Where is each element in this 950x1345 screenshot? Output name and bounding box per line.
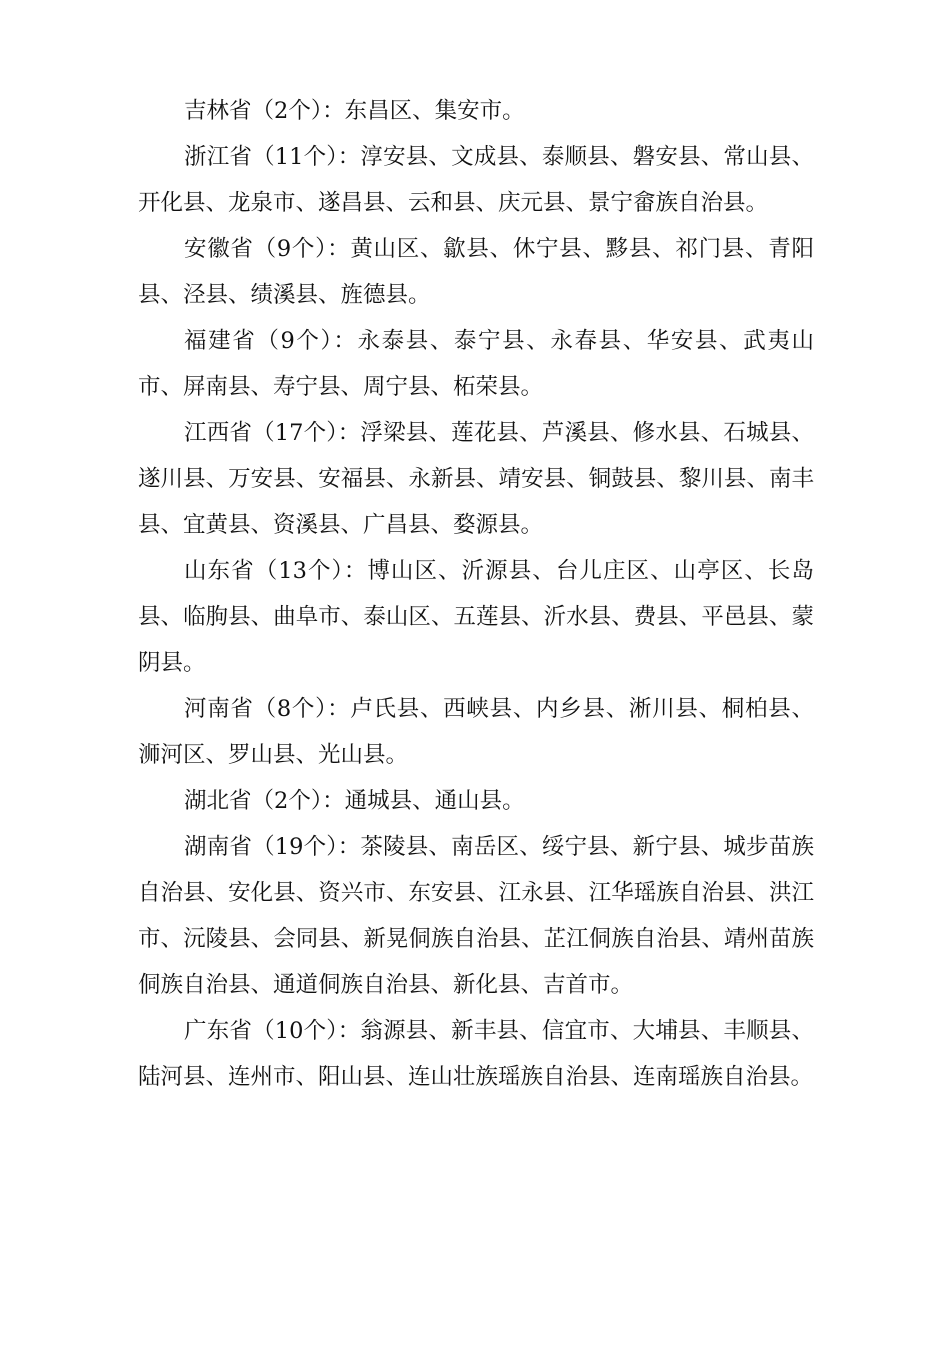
county-list: 浮梁县、莲花县、芦溪县、修水县、石城县、遂川县、万安县、安福县、永新县、靖安县、铜鼓县、黎川县、南丰县、宜黄县、资溪县、广昌县、婺源县。: [138, 420, 814, 538]
province-count: （19个）: [252, 834, 338, 860]
paragraph-guangdong: [138, 1008, 814, 1100]
paragraph-jiangxi: [138, 410, 814, 548]
province-count: （17个）: [252, 420, 338, 446]
province-count: （9个）: [256, 328, 334, 354]
province-count: （13个）: [254, 558, 344, 584]
separator: ：: [333, 328, 358, 354]
paragraph-anhui: [138, 226, 814, 318]
county-list: 黄山区、歙县、休宁县、黟县、祁门县、青阳县、泾县、绩溪县、旌德县。: [138, 236, 814, 308]
county-list: 东昌区、集安市。: [344, 98, 525, 124]
province-name: 安徽省: [184, 236, 254, 262]
province-name: 河南省: [184, 696, 254, 722]
separator: ：: [337, 834, 361, 860]
paragraph-hubei: [138, 778, 814, 824]
county-list: 博山区、沂源县、台儿庄区、山亭区、长岛县、临朐县、曲阜市、泰山区、五莲县、沂水县、费县、平邑县、蒙阴县。: [138, 558, 814, 676]
county-list: 茶陵县、南岳区、绥宁县、新宁县、城步苗族自治县、安化县、资兴市、东安县、江永县、江华瑶族自治县、洪江市、沅陵县、会同县、新晃侗族自治县、芷江侗族自治县、靖州苗族侗族自治县、通道侗族自治县、新化县、吉首市。: [138, 834, 814, 998]
province-count: （11个）: [252, 144, 338, 170]
province-count: （2个）: [251, 788, 323, 814]
separator: ：: [327, 696, 351, 722]
separator: ：: [337, 420, 361, 446]
paragraph-shandong: [138, 548, 814, 686]
county-list: 卢氏县、西峡县、内乡县、淅川县、桐柏县、浉河区、罗山县、光山县。: [138, 696, 814, 768]
province-name: 广东省: [184, 1018, 253, 1044]
document-page: [138, 88, 814, 1100]
province-count: （8个）: [253, 696, 328, 722]
separator: ：: [322, 788, 345, 814]
separator: ：: [327, 236, 351, 262]
province-name: 江西省: [184, 420, 253, 446]
county-list: 永泰县、泰宁县、永春县、华安县、武夷山市、屏南县、寿宁县、周宁县、柘荣县。: [138, 328, 814, 400]
province-name: 湖南省: [184, 834, 253, 860]
separator: ：: [337, 144, 361, 170]
paragraph-zhejiang: [138, 134, 814, 226]
county-list: 通城县、通山县。: [344, 788, 525, 814]
province-count: （2个）: [251, 98, 323, 124]
county-list: 翁源县、新丰县、信宜市、大埔县、丰顺县、陆河县、连州市、阳山县、连山壮族瑶族自治县、连南瑶族自治县。: [138, 1018, 814, 1090]
paragraph-jilin: [138, 88, 814, 134]
paragraph-henan: [138, 686, 814, 778]
province-name: 湖北省: [184, 788, 252, 814]
paragraph-hunan: [138, 824, 814, 1008]
province-count: （9个）: [253, 236, 328, 262]
county-list: 淳安县、文成县、泰顺县、磐安县、常山县、开化县、龙泉市、遂昌县、云和县、庆元县、景宁畲族自治县。: [138, 144, 814, 216]
province-name: 吉林省: [184, 98, 252, 124]
paragraph-fujian: [138, 318, 814, 410]
province-name: 浙江省: [184, 144, 253, 170]
province-name: 福建省: [184, 328, 257, 354]
province-name: 山东省: [184, 558, 255, 584]
separator: ：: [322, 98, 345, 124]
province-count: （10个）: [252, 1018, 338, 1044]
separator: ：: [337, 1018, 361, 1044]
separator: ：: [343, 558, 368, 584]
